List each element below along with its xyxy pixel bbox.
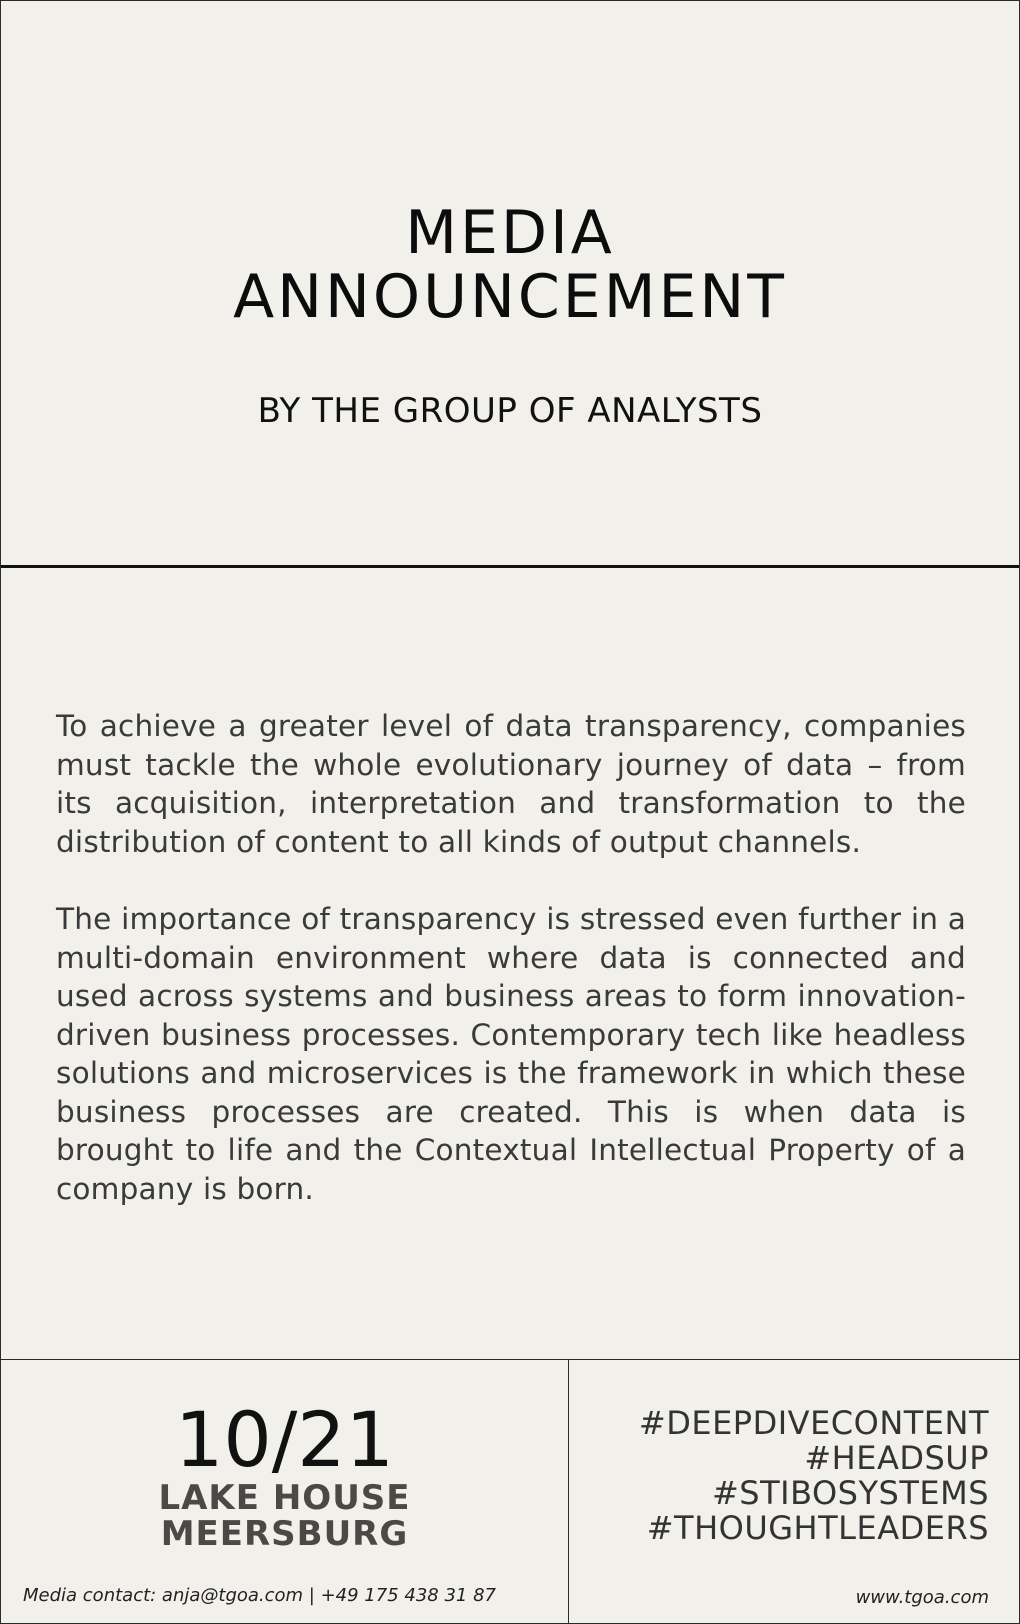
body-text	[56, 707, 966, 1247]
footer-section	[1, 1359, 1019, 1624]
paragraph-2: The importance of transparency is stressed even further in a multi-domain environment where data is connected and used across systems and business areas to form innovation-driven business processes. Contemporary tech like headless solutions and microservices is the framework in which these business processes are created. This is when data is brought to life and the Contextual Intellectual Property of a company is born.	[56, 902, 966, 1206]
media-contact: Media contact: anja@tgoa.com | +49 175 438 31 87	[23, 1585, 496, 1606]
header-section	[1, 1, 1019, 568]
venue-line-1: LAKE HOUSE	[158, 1478, 411, 1518]
title-line-1: MEDIA	[405, 198, 615, 268]
hashtag: #STIBOSYSTEMS	[711, 1474, 989, 1512]
paragraph-1: To achieve a greater level of data transparency, companies must tackle the whole evolutionary journey of data – from its acquisition, interpretation and transformation to the distribution of content to all kinds of output channels.	[56, 709, 966, 859]
website-link[interactable]: www.tgoa.com	[855, 1587, 989, 1608]
event-date: 10/21	[174, 1395, 395, 1484]
venue-line-2: MEERSBURG	[160, 1514, 409, 1554]
title-line-2: ANNOUNCEMENT	[233, 262, 787, 332]
hashtag: #DEEPDIVECONTENT	[638, 1404, 989, 1442]
hashtag: #HEADSUP	[804, 1439, 989, 1477]
subtitle: BY THE GROUP OF ANALYSTS	[257, 391, 763, 431]
hashtag: #THOUGHTLEADERS	[646, 1509, 989, 1547]
hashtag-list	[569, 1406, 989, 1546]
